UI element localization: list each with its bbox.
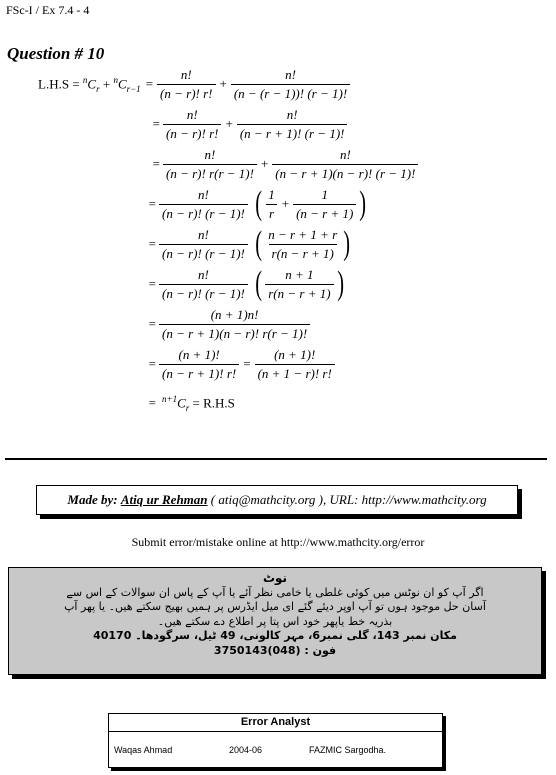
- parenthesized-fraction: ( $\frac{n + 1}{r(n - r + 1)}$ ): [255, 265, 344, 302]
- parenthesized-sum: ( $\frac{1}{r}$ + $\frac{1}{(n - r + 1)}$ ): [255, 185, 367, 222]
- math-row-8: = $\frac{(n + 1)!}{(n - r + 1)! r!}$ = $\frac{(n + 1)!}{(n + 1 - r)! r!}$: [38, 344, 468, 384]
- fraction: $\frac{n!}{(n - r)! (r - 1)!}$: [159, 187, 248, 222]
- fraction: $\frac{n!}{(n - r)! (r - 1)!}$: [159, 227, 248, 262]
- urdu-note-box: [8, 567, 542, 675]
- note-address: مکان نمبر 143، گلی نمبر6، مہر کالونی، 49 ٹیل، سرگودھا۔ 40170: [93, 629, 457, 642]
- math-derivation: [38, 64, 468, 422]
- table-row: [109, 732, 442, 765]
- note-line: اگر آپ کو ان نوٹس میں کوئی غلطی یا خامی نظر آئے یا آپ کے پاس ان سوالات کے اس سے: [66, 585, 484, 599]
- question-title: Question # 10: [7, 44, 105, 63]
- math-row-7: = $\frac{(n + 1)n!}{(n - r + 1)(n - r)! r(r - 1)!}$: [38, 304, 468, 344]
- parenthesized-fraction: ( $\frac{n - r + 1 + r}{r(n - r + 1)}$ ): [255, 225, 351, 262]
- author-contact: ( atiq@mathcity.org ), URL: http://www.mathcity.org: [207, 492, 487, 507]
- fraction: $\frac{n!}{(n - r)! r!}$: [163, 107, 221, 142]
- math-row-5: = $\frac{n!}{(n - r)! (r - 1)!}$ ( $\frac{n - r + 1 + r}{r(n - r + 1)}$ ): [38, 224, 468, 264]
- page-reference: FSc-I / Ex 7.4 - 4: [6, 3, 90, 17]
- note-line: بذریہ خط یاپھر خود اس پتا پر اطلاع دے سکتے ھیں۔: [157, 614, 393, 628]
- fraction: $\frac{n!}{(n - r)! (r - 1)!}$: [159, 267, 248, 302]
- math-row-9: = $^{n+1}C_r = R.H.S$: [148, 393, 235, 413]
- fraction: $\frac{n!}{(n - (r - 1))! (r - 1)!}$: [231, 67, 350, 102]
- note-line: آسان حل موجود ہوں تو آپ اوپر دیئے گئے ای میل ایڈرس پر ہمیں بھیج سکتے ھیں۔ یا پھر آپ: [64, 600, 486, 613]
- fraction: $\frac{n!}{(n - r)! r!}$: [157, 67, 215, 102]
- error-analyst-title: Error Analyst: [109, 714, 442, 732]
- math-row-2: = $\frac{n!}{(n - r)! r!}$ + $\frac{n!}{(n - r + 1)! (r - 1)!}$: [38, 104, 468, 144]
- analyst-name: Waqas Ahmad: [114, 745, 173, 755]
- fraction: $\frac{n!}{(n - r + 1)(n - r)! (r - 1)!}$: [272, 147, 418, 182]
- divider: [5, 458, 547, 460]
- error-analyst-table: [108, 713, 443, 768]
- credit-box: Made by: Atiq ur Rehman ( atiq@mathcity.org ), URL: http://www.mathcity.org: [36, 485, 518, 515]
- submit-notice: Submit error/mistake online at http://www.mathcity.org/error: [131, 535, 425, 549]
- rhs-label: R.H.S: [203, 394, 235, 410]
- analyst-years: 2004-06: [229, 745, 263, 755]
- fraction: $\frac{n!}{(n - r)! r(r - 1)!}$: [163, 147, 257, 182]
- note-phone: فون : (048)3750143: [213, 643, 337, 657]
- lhs-expression: $L.H.S = ^nC_r + ^nC_{r-1}$: [38, 74, 141, 94]
- math-row-4: = $\frac{n!}{(n - r)! (r - 1)!}$ ( $\frac{1}{r}$ + $\frac{1}{(n - r + 1)}$ ): [38, 184, 468, 224]
- fraction: $\frac{(n + 1)n!}{(n - r + 1)(n - r)! r(r - 1)!}$: [159, 307, 310, 342]
- author-name: Atiq ur Rehman: [120, 492, 208, 507]
- math-row-3: = $\frac{n!}{(n - r)! r(r - 1)!}$ + $\frac{n!}{(n - r + 1)(n - r)! (r - 1)!}$: [38, 144, 468, 184]
- note-title: نوٹ: [262, 571, 288, 585]
- fraction: $\frac{(n + 1)!}{(n + 1 - r)! r!}$: [255, 347, 335, 382]
- fraction: $\frac{(n + 1)!}{(n - r + 1)! r!}$: [159, 347, 239, 382]
- fraction: $\frac{n!}{(n - r + 1)! (r - 1)!}$: [237, 107, 348, 142]
- analyst-institute: FAZMIC Sargodha.: [309, 745, 387, 755]
- math-row-1: $L.H.S = ^nC_r + ^nC_{r-1}$ = $\frac{n!}{(n - r)! r!}$ + $\frac{n!}{(n - (r - 1))! (r - 1)!}$: [38, 64, 468, 104]
- math-row-6: = $\frac{n!}{(n - r)! (r - 1)!}$ ( $\frac{n + 1}{r(n - r + 1)}$ ): [38, 264, 468, 304]
